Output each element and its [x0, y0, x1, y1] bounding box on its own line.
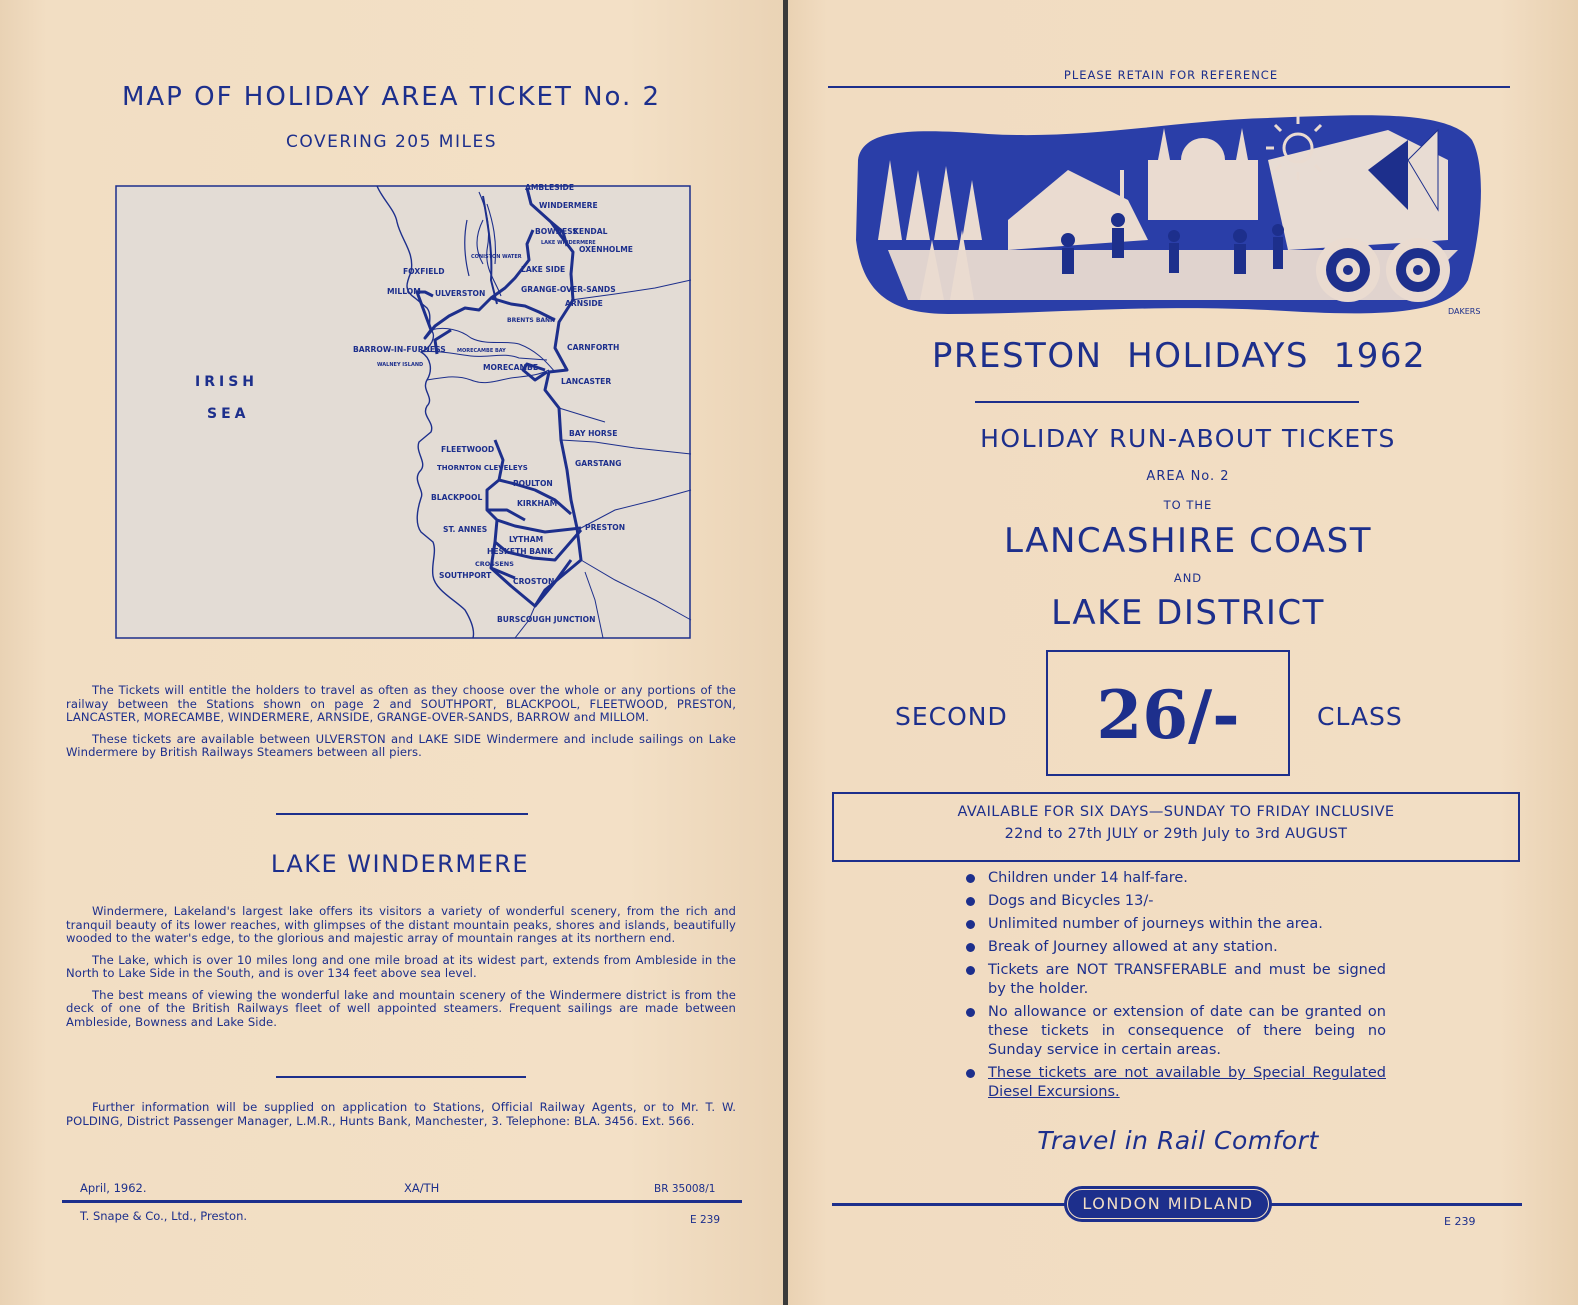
list-item: Children under 14 half-fare. [966, 869, 1386, 888]
railway-map [115, 180, 699, 640]
destination-2: LAKE DISTRICT [1051, 593, 1325, 633]
station-label: BRENTS BANK [507, 317, 555, 324]
left-page [0, 0, 783, 1305]
conditions-list [966, 869, 1386, 1102]
station-label: ST. ANNES [443, 525, 488, 534]
paragraph: Further information will be supplied on application to Stations, Official Railway Agents, or to Mr. T. W. POLDING, District Passenger Manager, L.M.R., Hunts Bank, Manchester, 3. Telephone: BLA. 3456. Ext. 566. [66, 1100, 736, 1128]
destination-1: LANCASHIRE COAST [1003, 521, 1373, 561]
station-label: WALNEY ISLAND [377, 362, 424, 368]
list-item: No allowance or extension of date can be granted on these tickets in consequence of there being no Sunday service in certain areas. [966, 1003, 1386, 1060]
list-item: Tickets are NOT TRANSFERABLE and must be signed by the holder. [966, 961, 1386, 999]
divider [276, 813, 528, 815]
station-label: GARSTANG [575, 459, 622, 468]
station-label: THORNTON CLEVELEYS [437, 464, 528, 472]
paragraph: The Lake, which is over 10 miles long and one mile broad at its widest part, extends from Ambleside in the North to Lake Side in the South, and is over 134 feet above sea level. [66, 952, 736, 980]
retain-notice: PLEASE RETAIN FOR REFERENCE [1063, 68, 1279, 82]
paragraph: The Tickets will entitle the holders to travel as often as they choose over the whole or any portions of the railway between the Stations shown on page 2 and SOUTHPORT, BLACKPOOL, FLEETWOOD, PRESTON, LANCASTER, MORECAMBE, WINDERMERE, ARNSIDE, GRANGE-OVER-SANDS, BARROW and MILLOM. [66, 683, 736, 724]
section-title: LAKE WINDERMERE [270, 850, 530, 878]
station-label: AMBLESIDE [525, 183, 575, 192]
footer-br-code: BR 35008/1 [654, 1183, 716, 1195]
availability-line-2: 22nd to 27th JULY or 29th July to 3rd AUGUST [1004, 826, 1348, 842]
subtitle: HOLIDAY RUN-ABOUT TICKETS [980, 424, 1396, 453]
station-label: KENDAL [573, 227, 608, 236]
footer-code: XA/TH [404, 1181, 440, 1195]
list-item: These tickets are not available by Special Regulated Diesel Excursions. [966, 1064, 1386, 1102]
station-label: SOUTHPORT [439, 571, 492, 580]
footer-ref: E 239 [690, 1214, 721, 1226]
map-title: MAP OF HOLIDAY AREA TICKET No. 2 [121, 82, 662, 112]
station-label: BURSCOUGH JUNCTION [497, 615, 596, 624]
availability-line-1: AVAILABLE FOR SIX DAYS—SUNDAY TO FRIDAY INCLUSIVE [957, 804, 1395, 820]
station-label: CROSTON [513, 577, 555, 586]
paragraph: The best means of viewing the wonderful lake and mountain scenery of the Windermere district is from the deck of one of the British Railways fleet of well appointed steamers. Frequent sailings are made between Ambleside, Bowness and Lake Side. [66, 987, 736, 1029]
price: 26/- [1096, 676, 1240, 754]
station-label: MORECAMBE [483, 363, 539, 372]
station-label: CROSSENS [475, 560, 514, 568]
station-label: MILLOM [387, 287, 421, 296]
page-title: PRESTON HOLIDAYS 1962 [931, 336, 1427, 376]
footer-printer: T. Snape & Co., Ltd., Preston. [80, 1209, 248, 1223]
logo-text: LONDON MIDLAND [1067, 1189, 1269, 1219]
availability-box [832, 792, 1520, 862]
list-item: Unlimited number of journeys within the area. [966, 915, 1386, 934]
station-label: GRANGE-OVER-SANDS [521, 285, 616, 294]
station-label: FLEETWOOD [441, 445, 495, 454]
map-subtitle: COVERING 205 MILES [286, 132, 497, 152]
station-label: ARNSIDE [565, 299, 603, 308]
station-label: BAY HORSE [569, 429, 618, 438]
paragraph: Windermere, Lakeland's largest lake offers its visitors a variety of wonderful scenery, from the rich and tranquil beauty of its lower reaches, with glimpses of the distant mountain peaks, shores and islands, beautifully wooded to the water's edge, to the glorious and majestic array of mountain ranges at its northern end. [66, 904, 736, 945]
top-rule [828, 86, 1510, 88]
and-label: AND [1173, 571, 1203, 585]
paragraph: These tickets are available between ULVERSTON and LAKE SIDE Windermere and include sailings on Lake Windermere by British Railways Steamers between all piers. [66, 731, 736, 759]
station-label: HESKETH BANK [487, 547, 554, 556]
station-label: LAKE WINDERMERE [541, 240, 596, 246]
station-label: OXENHOLME [579, 245, 633, 254]
station-label: BLACKPOOL [431, 493, 483, 502]
windermere-text [66, 905, 736, 1029]
station-label: ULVERSTON [435, 289, 486, 298]
title-rule [975, 401, 1359, 403]
station-label: LANCASTER [561, 377, 612, 386]
station-label: BARROW-IN-FURNESS [353, 345, 446, 354]
divider [276, 1076, 526, 1078]
right-footer-ref: E 239 [1444, 1215, 1476, 1228]
station-label: LYTHAM [509, 535, 544, 544]
artist-signature: DAKERS [1448, 307, 1481, 316]
slogan: Travel in Rail Comfort [1037, 1126, 1319, 1155]
footer-date: April, 1962. [80, 1181, 147, 1195]
further-info [66, 1101, 736, 1128]
station-label: PRESTON [585, 523, 626, 532]
station-label: LAKE SIDE [521, 265, 566, 274]
area-label: AREA No. 2 [1146, 469, 1230, 484]
holiday-illustration [848, 100, 1488, 322]
station-label: MORECAMBE BAY [457, 348, 506, 354]
sea-label-2: SEA [207, 406, 250, 422]
intro-text [66, 684, 736, 760]
station-label: WINDERMERE [539, 201, 598, 210]
footer-rule [62, 1200, 742, 1203]
station-label: CONISTON WATER [471, 254, 522, 260]
station-label: CARNFORTH [567, 343, 620, 352]
class-label-right: CLASS [1317, 702, 1403, 731]
right-page [788, 0, 1578, 1305]
class-label-left: SECOND [895, 702, 1008, 731]
price-box [1046, 650, 1290, 776]
station-label: FOXFIELD [403, 267, 445, 276]
station-label: KIRKHAM [517, 499, 558, 508]
to-the-label: TO THE [1163, 498, 1213, 512]
station-label: BOWNESS [535, 227, 578, 236]
list-item: Dogs and Bicycles 13/- [966, 892, 1386, 911]
sea-label-1: IRISH [195, 374, 258, 390]
list-item: Break of Journey allowed at any station. [966, 938, 1386, 957]
station-label: POULTON [513, 479, 553, 488]
london-midland-logo [1064, 1186, 1272, 1222]
